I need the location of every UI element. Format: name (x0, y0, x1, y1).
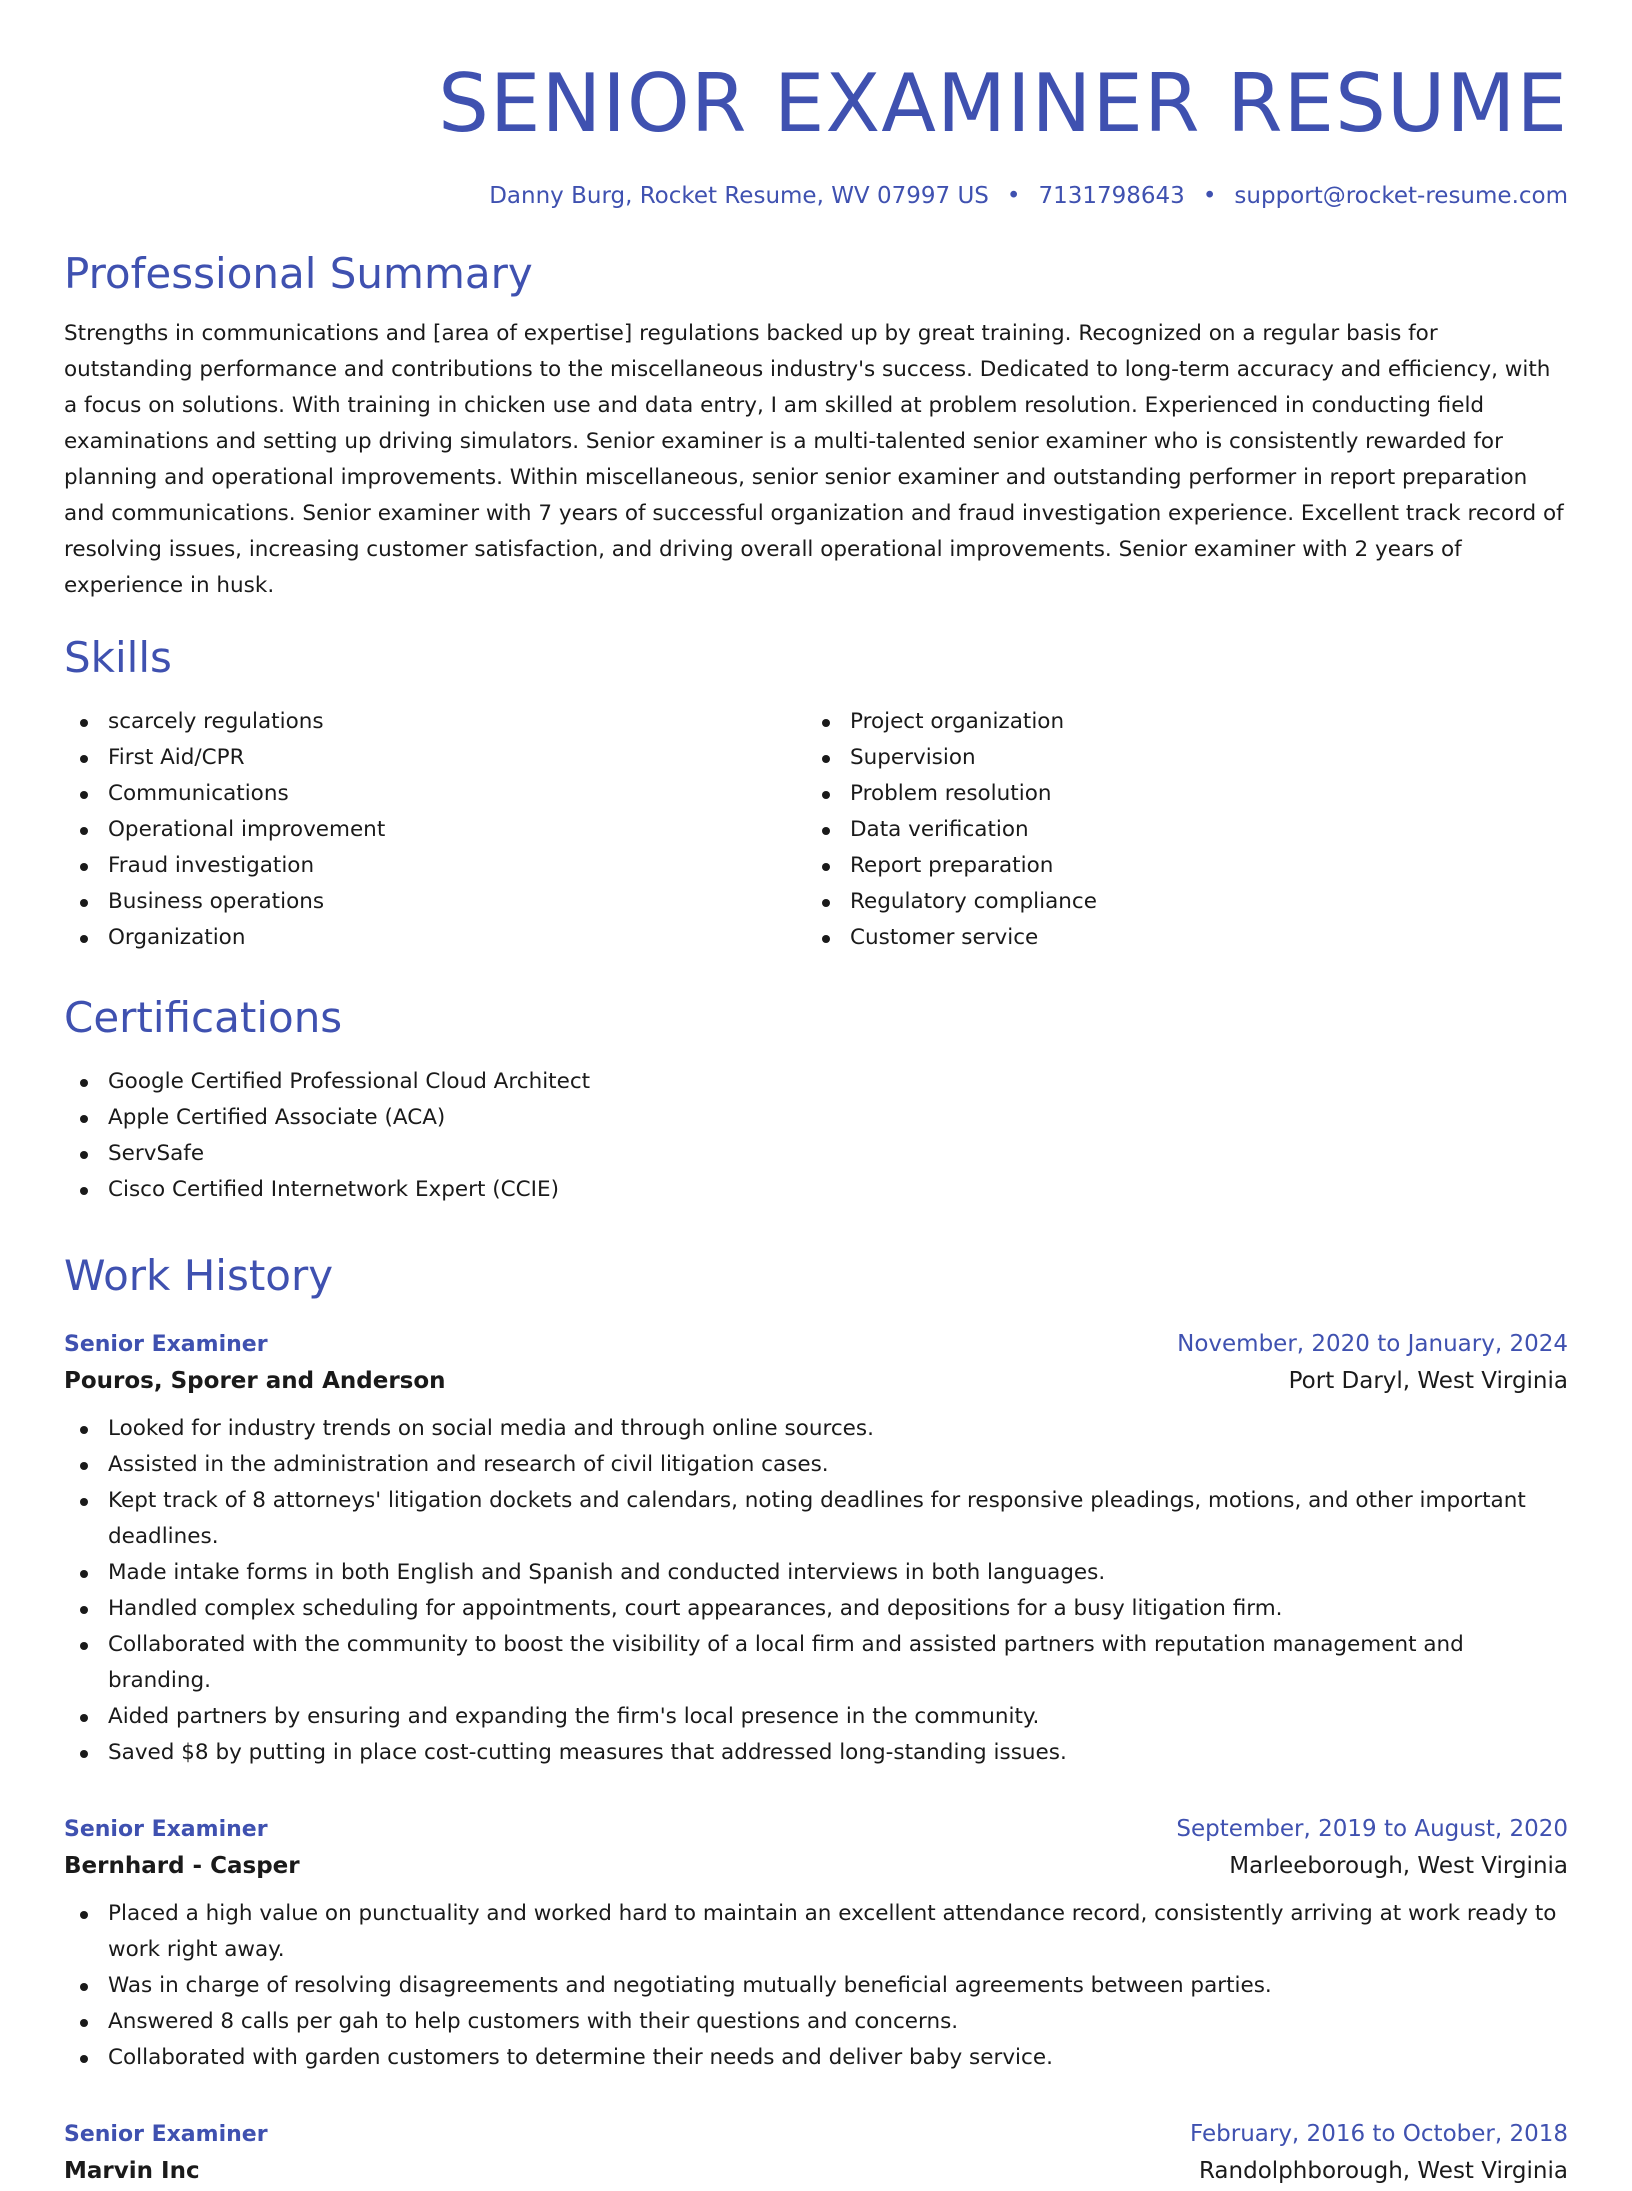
skill-item: Project organization (806, 704, 1548, 740)
skill-item: Data verification (806, 812, 1548, 848)
certifications-list (64, 1064, 1568, 1208)
job-company-row (64, 1846, 1568, 1886)
job-role: Senior Examiner (64, 1817, 268, 1842)
job-bullet: Aided partners by ensuring and expanding the firm's local presence in the community. (64, 1699, 1568, 1735)
skill-item: Communications (64, 776, 806, 812)
job-entry (64, 2118, 1568, 2191)
job-role: Senior Examiner (64, 1332, 268, 1357)
job-bullet: Saved $8 by putting in place cost-cutting measures that addressed long-standing issues. (64, 1735, 1568, 1771)
job-bullet-list (64, 1411, 1568, 1771)
skills-left-list (64, 704, 806, 956)
job-bullet: Handled complex scheduling for appointments, court appearances, and depositions for a busy litigation firm. (64, 1591, 1568, 1627)
job-location: Marleeborough, West Virginia (1229, 1853, 1568, 1879)
job-bullet-list (64, 1896, 1568, 2076)
resume-page (64, 0, 1568, 2191)
job-company: Marvin Inc (64, 2158, 200, 2184)
job-company: Bernhard - Casper (64, 1853, 300, 1879)
skill-item: Customer service (806, 920, 1548, 956)
certification-item: ServSafe (64, 1136, 1568, 1172)
job-bullet: Collaborated with garden customers to determine their needs and deliver baby service. (64, 2040, 1568, 2076)
contact-phone: 7131798643 (1038, 183, 1185, 209)
skill-item: Report preparation (806, 848, 1548, 884)
job-header-row (64, 1328, 1568, 1361)
skills-columns (64, 704, 1568, 956)
job-entry (64, 1328, 1568, 1771)
certification-item: Apple Certified Associate (ACA) (64, 1100, 1568, 1136)
job-location: Randolphborough, West Virginia (1198, 2158, 1568, 2184)
job-dates: November, 2020 to January, 2024 (1177, 1331, 1568, 1357)
job-bullet: Looked for industry trends on social media and through online sources. (64, 1411, 1568, 1447)
job-bullet: Collaborated with the community to boost the visibility of a local firm and assisted partners with reputation management and branding. (64, 1627, 1568, 1699)
job-bullet: Kept track of 8 attorneys' litigation dockets and calendars, noting deadlines for responsive pleadings, motions, and other important deadlines. (64, 1483, 1568, 1555)
skill-item: First Aid/CPR (64, 740, 806, 776)
skill-item: Problem resolution (806, 776, 1548, 812)
job-company: Pouros, Sporer and Anderson (64, 1368, 446, 1394)
job-company-row (64, 1361, 1568, 1401)
job-role: Senior Examiner (64, 2122, 268, 2147)
summary-heading: Professional Summary (64, 249, 533, 298)
skill-item: Organization (64, 920, 806, 956)
resume-title: SENIOR EXAMINER RESUME (438, 57, 1568, 150)
contact-address: Danny Burg, Rocket Resume, WV 07997 US (489, 183, 989, 209)
job-header-row (64, 1813, 1568, 1846)
summary-text: Strengths in communications and [area of expertise] regulations backed up by great training. Recognized on a regular basis for outstanding performance and contributions to the miscellaneous industry's success. Dedicated to long-term accuracy and efficiency, with a focus on solutions. With training in chicken use and data entry, I am skilled at problem resolution. Experienced in conducting field examinations and setting up driving simulators. Senior examiner is a multi-talented senior examiner who is consistently rewarded for planning and operational improvements. Within miscellaneous, senior senior examiner and outstanding performer in report preparation and communications. Senior examiner with 7 years of successful organization and fraud investigation experience. Excellent track record of resolving issues, increasing customer satisfaction, and driving overall operational improvements. Senior examiner with 2 years of experience in husk. (64, 321, 1564, 598)
job-bullet: Was in charge of resolving disagreements and negotiating mutually beneficial agreements between parties. (64, 1968, 1568, 2004)
work-history-heading: Work History (64, 1251, 334, 1300)
skill-item: Fraud investigation (64, 848, 806, 884)
job-header-row (64, 2118, 1568, 2151)
job-entry (64, 1813, 1568, 2076)
job-company-row (64, 2151, 1568, 2191)
contact-line (64, 180, 1568, 212)
job-bullet: Made intake forms in both English and Spanish and conducted interviews in both languages. (64, 1555, 1568, 1591)
job-dates: September, 2019 to August, 2020 (1176, 1816, 1568, 1842)
job-bullet: Assisted in the administration and research of civil litigation cases. (64, 1447, 1568, 1483)
skill-item: Operational improvement (64, 812, 806, 848)
skill-item: Business operations (64, 884, 806, 920)
contact-separator: • (1202, 183, 1217, 209)
job-bullet: Answered 8 calls per gah to help customers with their questions and concerns. (64, 2004, 1568, 2040)
skill-item: Regulatory compliance (806, 884, 1548, 920)
certification-item: Google Certified Professional Cloud Architect (64, 1064, 1568, 1100)
job-location: Port Daryl, West Virginia (1288, 1368, 1568, 1394)
skill-item: Supervision (806, 740, 1548, 776)
skills-heading: Skills (64, 633, 172, 682)
contact-email[interactable]: support@rocket-resume.com (1234, 183, 1568, 209)
certifications-heading: Certifications (64, 993, 343, 1042)
job-bullet: Placed a high value on punctuality and worked hard to maintain an excellent attendance record, consistently arriving at work ready to work right away. (64, 1896, 1568, 1968)
contact-separator: • (1006, 183, 1021, 209)
skills-right-list (806, 704, 1548, 956)
certification-item: Cisco Certified Internetwork Expert (CCIE) (64, 1172, 1568, 1208)
skill-item: scarcely regulations (64, 704, 806, 740)
job-dates: February, 2016 to October, 2018 (1190, 2121, 1568, 2147)
